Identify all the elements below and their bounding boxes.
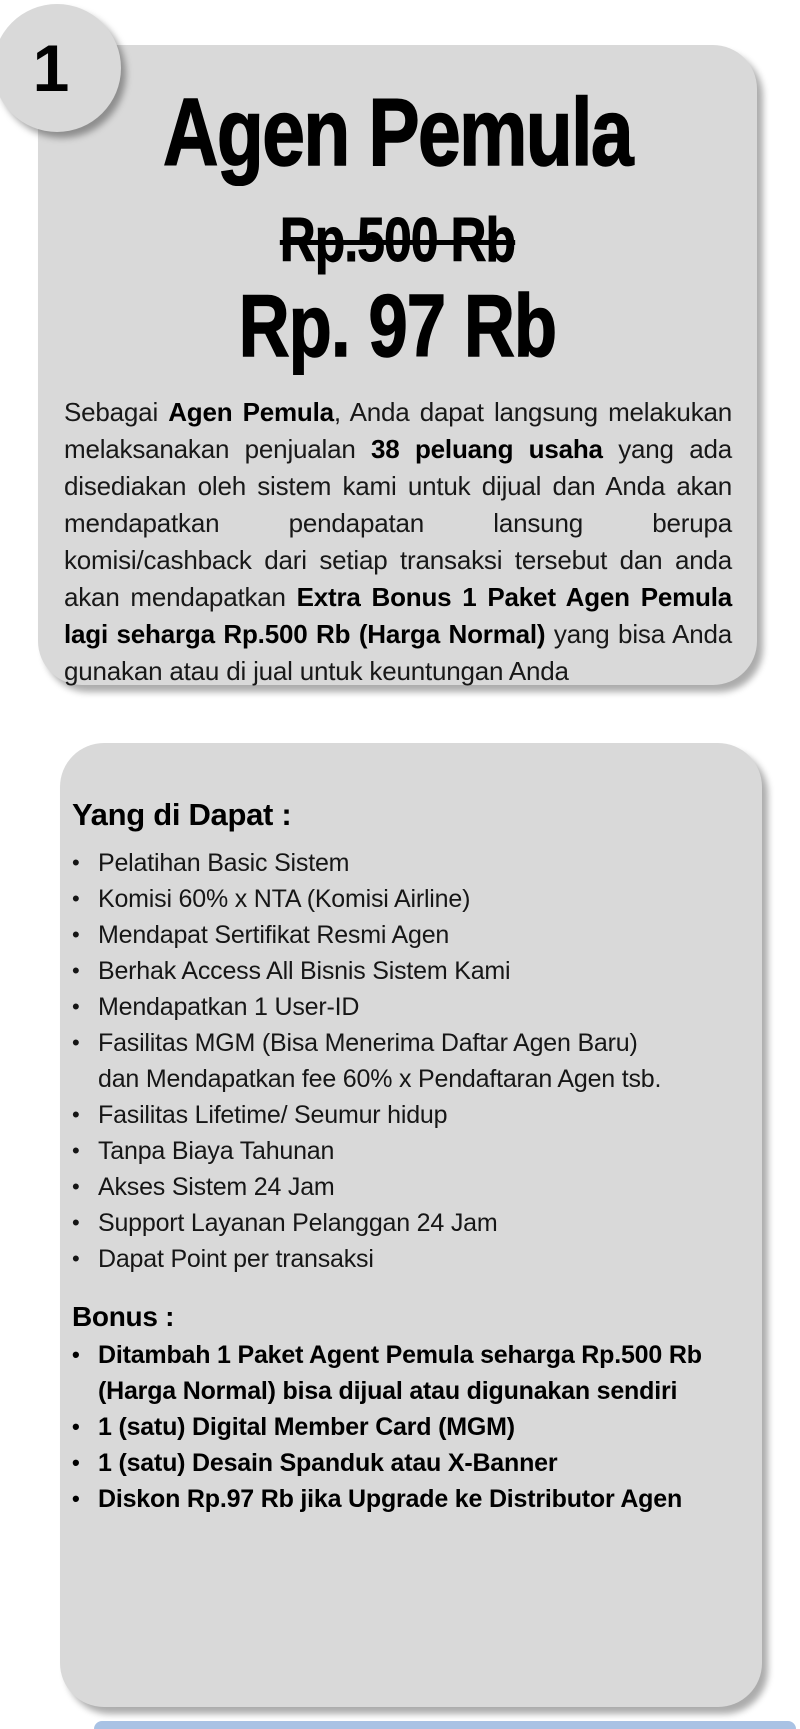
bullet-icon: •: [72, 1486, 80, 1511]
description-segment: , Anda dapat langsung melakukan melaksanakan penjualan: [64, 396, 733, 464]
bonus-heading: Bonus :: [72, 1301, 175, 1332]
bullet-icon: •: [72, 1210, 80, 1235]
bonus-item-text: 1 (satu) Desain Spanduk atau X-Banner: [98, 1449, 558, 1477]
benefits-list: [72, 845, 730, 1277]
bonus-list: [72, 1337, 730, 1517]
package-pricing-card: [38, 45, 757, 685]
package-description: [64, 394, 732, 690]
description-segment: Extra Bonus 1 Paket Agen Pemula lagi seharga Rp.500 Rb (Harga Normal): [64, 581, 732, 649]
bonus-item: [72, 1445, 730, 1481]
benefit-item-text: Pelatihan Basic Sistem: [98, 849, 350, 877]
bullet-icon: •: [72, 1342, 80, 1367]
benefit-item: [72, 917, 730, 953]
bullet-icon: •: [72, 922, 80, 947]
benefit-item-text: Komisi 60% x NTA (Komisi Airline): [98, 885, 471, 913]
bullet-icon: •: [72, 1030, 80, 1055]
benefit-item: [72, 1205, 730, 1241]
benefits-card: [60, 743, 762, 1707]
benefits-heading: Yang di Dapat :: [72, 797, 292, 832]
benefit-item: [72, 845, 730, 881]
bullet-icon: •: [72, 1246, 80, 1271]
benefits-card-content: [60, 743, 762, 1517]
step-number: 1: [32, 31, 70, 105]
benefit-item: [72, 1133, 730, 1169]
bullet-icon: •: [72, 886, 80, 911]
bullet-icon: •: [72, 1450, 80, 1475]
description-segment: Sebagai: [64, 396, 169, 427]
bonus-item-text: Diskon Rp.97 Rb jika Upgrade ke Distributor Agen: [98, 1485, 683, 1513]
bullet-icon: •: [72, 1102, 80, 1127]
bonus-item-text: 1 (satu) Digital Member Card (MGM): [98, 1413, 515, 1441]
bonus-item: [72, 1481, 730, 1517]
description-segment: Agen Pemula: [168, 396, 334, 427]
benefit-item-text: Tanpa Biaya Tahunan: [98, 1137, 335, 1165]
bullet-icon: •: [72, 958, 80, 983]
benefit-item: [72, 953, 730, 989]
old-price-strikethrough: Rp.500 Rb: [279, 205, 516, 275]
benefit-item-text: Akses Sistem 24 Jam: [98, 1173, 335, 1201]
benefit-item-text: Mendapat Sertifikat Resmi Agen: [98, 921, 450, 949]
benefit-item: [72, 1241, 730, 1277]
benefit-item-text: Support Layanan Pelanggan 24 Jam: [98, 1209, 498, 1237]
benefit-item-text: Mendapatkan 1 User-ID: [98, 993, 360, 1021]
benefit-item: [72, 1169, 730, 1205]
bonus-item: [72, 1337, 730, 1409]
bonus-item: [72, 1409, 730, 1445]
description-segment: yang ada disediakan oleh sistem kami untuk dijual dan Anda akan mendapatkan pendapatan lansung berupa komisi/cashback dari setiap transaksi tersebut dan anda akan mendapatkan: [64, 433, 732, 612]
description-segment: yang bisa Anda gunakan atau di jual untuk keuntungan Anda: [64, 618, 732, 686]
benefit-item-text: dan Mendapatkan fee 60% x Pendaftaran Agen tsb.: [98, 1065, 662, 1093]
description-segment: 38 peluang usaha: [371, 433, 603, 464]
benefit-item-text: Berhak Access All Bisnis Sistem Kami: [98, 957, 511, 985]
bullet-icon: •: [72, 1138, 80, 1163]
benefit-item-text: Fasilitas Lifetime/ Seumur hidup: [98, 1101, 448, 1129]
benefit-item-text: Fasilitas MGM (Bisa Menerima Daftar Agen Baru): [98, 1029, 638, 1057]
bonus-item-text: Ditambah 1 Paket Agent Pemula seharga Rp.500 Rb: [98, 1341, 702, 1369]
bullet-icon: •: [72, 1414, 80, 1439]
next-section-top-edge: [94, 1721, 796, 1729]
new-price: Rp. 97 Rb: [238, 275, 557, 375]
package-title: Agen Pemula: [163, 79, 632, 186]
bullet-icon: •: [72, 850, 80, 875]
benefit-item: [72, 1025, 730, 1097]
bonus-item-text: (Harga Normal) bisa dijual atau digunakan sendiri: [98, 1377, 678, 1405]
bullet-icon: •: [72, 1174, 80, 1199]
benefit-item: [72, 881, 730, 917]
bullet-icon: •: [72, 994, 80, 1019]
benefit-item: [72, 1097, 730, 1133]
benefit-item: [72, 989, 730, 1025]
benefit-item-text: Dapat Point per transaksi: [98, 1245, 374, 1273]
